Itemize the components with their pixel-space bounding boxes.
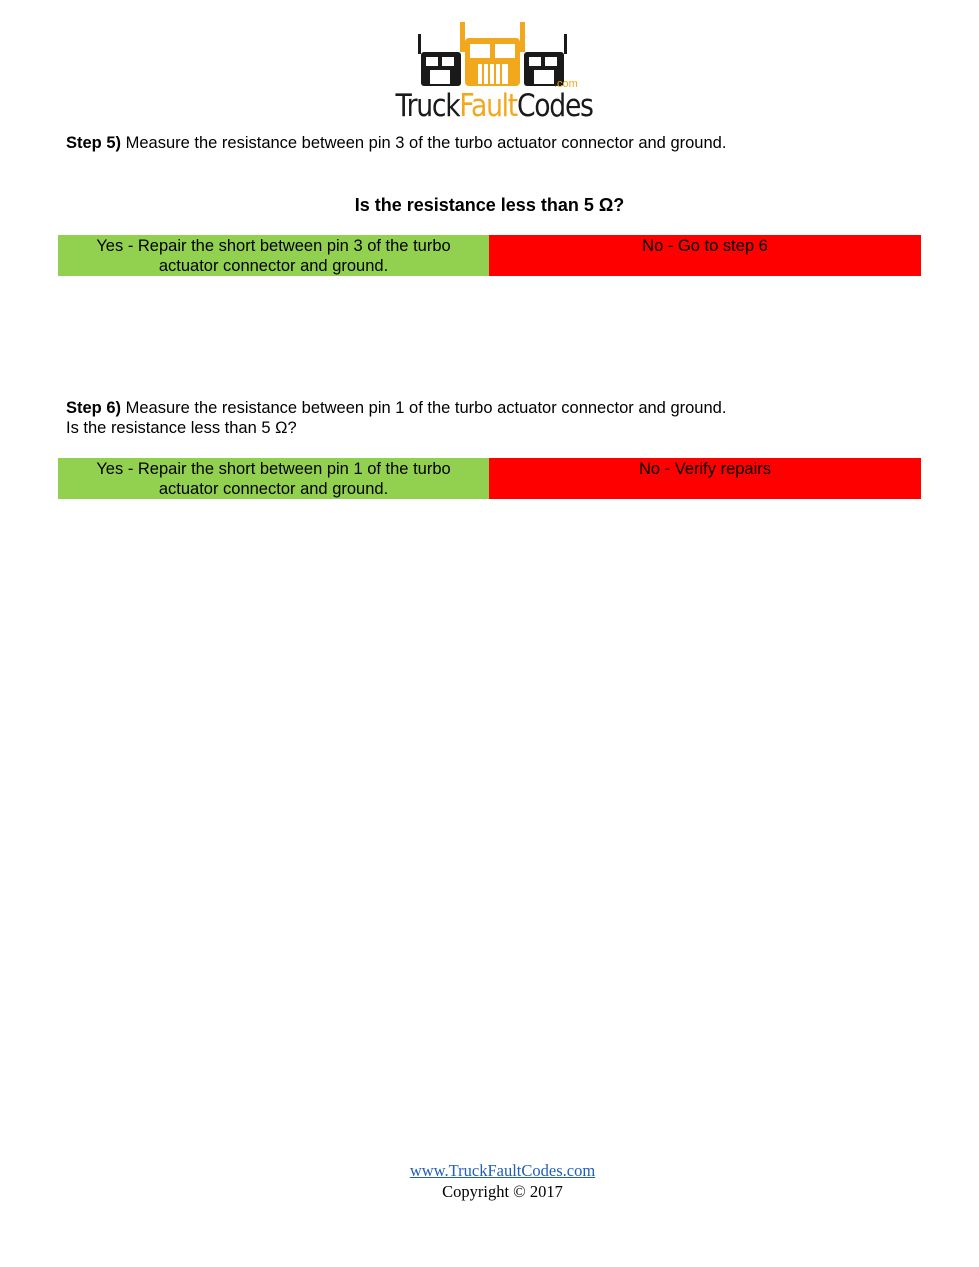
logo-com-suffix: .com [554, 78, 578, 90]
step5-instruction [66, 133, 726, 153]
step5-question: Is the resistance less than 5 Ω? [354, 195, 625, 215]
step6-answer-row [58, 458, 921, 499]
logo-wordmark [395, 86, 593, 126]
step5-text: Measure the resistance between pin 3 of the turbo actuator connector and ground. [121, 134, 727, 152]
logo-text-codes: Codes [516, 88, 593, 124]
logo-text-truck: Truck [395, 88, 460, 124]
step6-instruction [66, 398, 726, 438]
logo-text-fault: Fault [459, 88, 517, 124]
step5-answer-row [58, 235, 921, 276]
footer-website-link[interactable]: www.TruckFaultCodes.com [409, 1161, 596, 1180]
step6-yes-answer [58, 458, 489, 499]
step6-label: Step 6) [66, 399, 122, 417]
footer [0, 1160, 979, 1202]
step6-text: Measure the resistance between pin 1 of the turbo actuator connector and ground. [121, 399, 727, 417]
step5-yes-answer [58, 235, 489, 276]
step5-yes-text: Yes - Repair the short between pin 3 of the turbo actuator connector and ground. [96, 237, 451, 275]
truck-icon [410, 20, 575, 90]
step6-question: Is the resistance less than 5 Ω? [66, 419, 297, 437]
site-logo [380, 20, 602, 125]
step6-no-answer: No - Verify repairs [489, 458, 921, 499]
step5-label: Step 5) [66, 134, 122, 152]
footer-copyright: Copyright © 2017 [442, 1182, 563, 1201]
step5-no-answer: No - Go to step 6 [489, 235, 921, 276]
step6-yes-text: Yes - Repair the short between pin 1 of the turbo actuator connector and ground. [96, 460, 451, 498]
